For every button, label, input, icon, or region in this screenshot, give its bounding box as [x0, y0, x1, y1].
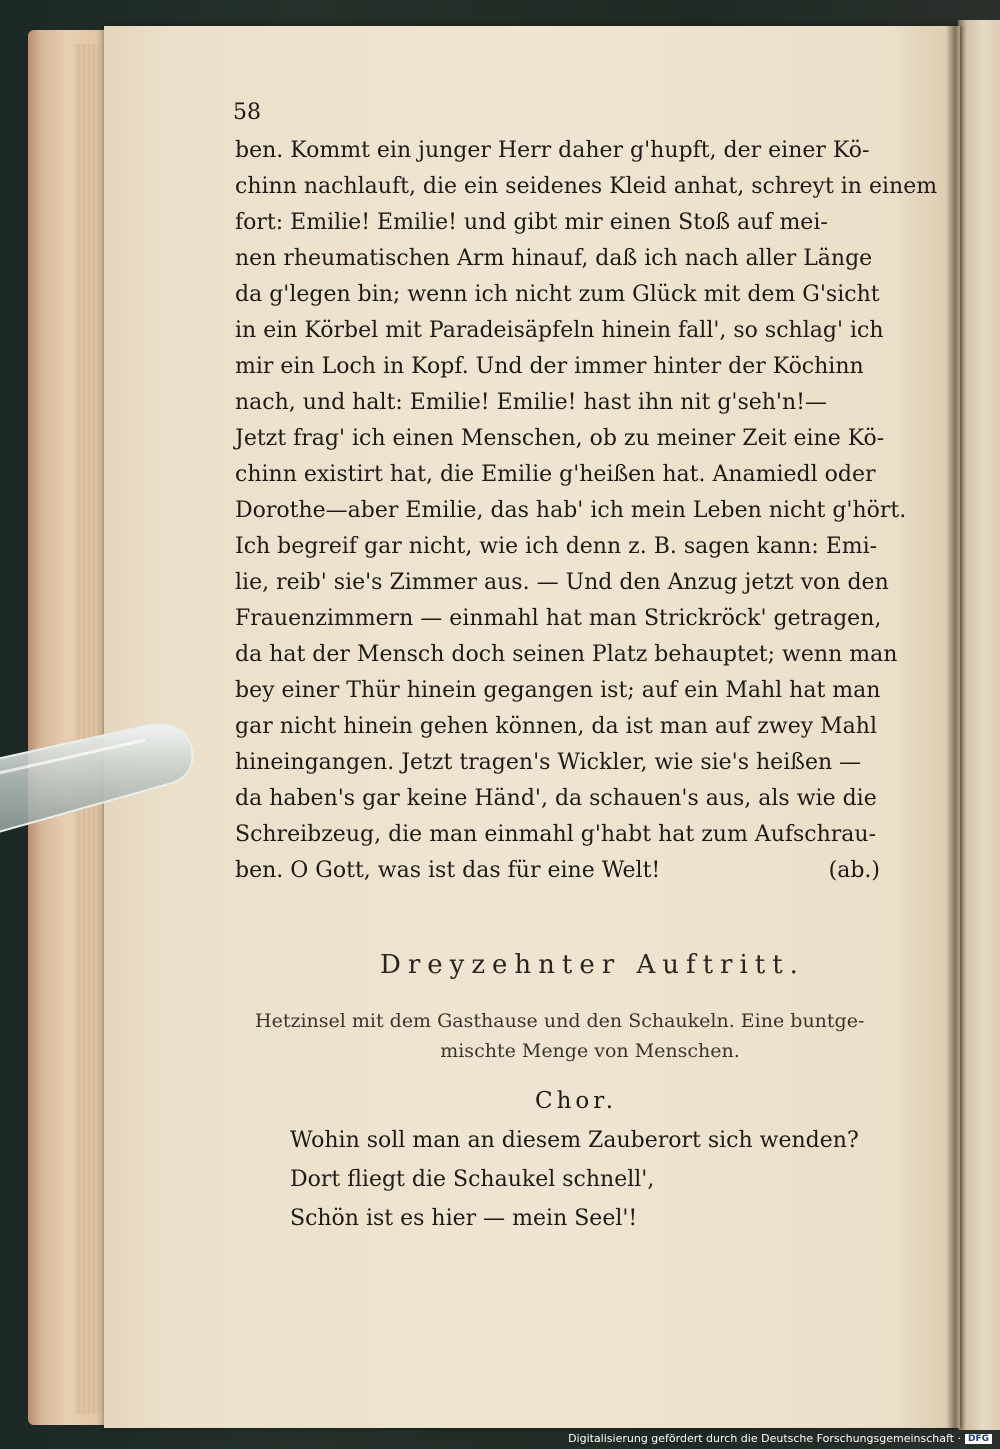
- stage-direction-line-1: Hetzinsel mit dem Gasthause und den Schaukeln. Eine buntge-: [255, 1010, 865, 1032]
- stage-direction: [255, 1010, 905, 1062]
- text-line: Jetzt frag' ich einen Menschen, ob zu meiner Zeit eine Kö-: [235, 426, 885, 451]
- text-line: fort: Emilie! Emilie! und gibt mir einen Stoß auf mei-: [235, 210, 828, 235]
- page-number: 58: [233, 100, 261, 125]
- text-line: lie, reib' sie's Zimmer aus. — Und den Anzug jetzt von den: [235, 570, 889, 595]
- footer-text: Digitalisierung gefördert durch die Deutsche Forschungsgemeinschaft ·: [568, 1432, 961, 1445]
- transparent-page-holder: [0, 720, 195, 840]
- verse-line: Wohin soll man an diesem Zauberort sich wenden?: [290, 1128, 859, 1153]
- text-line: nach, und halt: Emilie! Emilie! hast ihn nit g'seh'n!—: [235, 390, 827, 415]
- text-line: Frauenzimmern — einmahl hat man Strickröck' getragen,: [235, 606, 882, 631]
- text-line: Dorothe—aber Emilie, das hab' ich mein Leben nicht g'hört.: [235, 498, 907, 523]
- last-line-text: ben. O Gott, was ist das für eine Welt!: [235, 858, 661, 883]
- verse-line: Dort fliegt die Schaukel schnell',: [290, 1167, 655, 1192]
- text-line: bey einer Thür hinein gegangen ist; auf ein Mahl hat man: [235, 678, 881, 703]
- digitization-credit: [568, 1432, 992, 1445]
- text-line: Ich begreif gar nicht, wie ich denn z. B. sagen kann: Emi-: [235, 534, 878, 559]
- text-line: da haben's gar keine Händ', da schauen's aus, als wie die: [235, 786, 877, 811]
- verse-line: Schön ist es hier — mein Seel'!: [290, 1206, 638, 1231]
- chorus-label: Chor.: [535, 1088, 618, 1114]
- page-gutter-shadow: [946, 26, 964, 1428]
- stage-direction-line-2: mischte Menge von Menschen.: [440, 1040, 740, 1062]
- text-line: chinn existirt hat, die Emilie g'heißen hat. Anamiedl oder: [235, 462, 876, 487]
- text-line: in ein Körbel mit Paradeisäpfeln hinein fall', so schlag' ich: [235, 318, 884, 343]
- text-line: gar nicht hinein gehen können, da ist man auf zwey Mahl: [235, 714, 877, 739]
- text-line: nen rheumatischen Arm hinauf, daß ich nach aller Länge: [235, 246, 873, 271]
- text-line: mir ein Loch in Kopf. Und der immer hinter der Köchinn: [235, 354, 864, 379]
- scene-heading: Dreyzehnter Auftritt.: [380, 950, 805, 980]
- text-line: da hat der Mensch doch seinen Platz behauptet; wenn man: [235, 642, 898, 667]
- exit-note: (ab.): [828, 858, 880, 883]
- text-line: ben. Kommt ein junger Herr daher g'hupft, der einer Kö-: [235, 138, 870, 163]
- dfg-logo: DFG: [965, 1434, 992, 1444]
- text-line: hineingangen. Jetzt tragen's Wickler, wie sie's heißen —: [235, 750, 862, 775]
- text-line: Schreibzeug, die man einmahl g'habt hat zum Aufschrau-: [235, 822, 877, 847]
- facing-page-edge: [958, 20, 1000, 1430]
- text-line: da g'legen bin; wenn ich nicht zum Glück mit dem G'sicht: [235, 282, 880, 307]
- text-line-last: [235, 858, 900, 883]
- text-line: chinn nachlauft, die ein seidenes Kleid anhat, schreyt in einem: [235, 174, 938, 199]
